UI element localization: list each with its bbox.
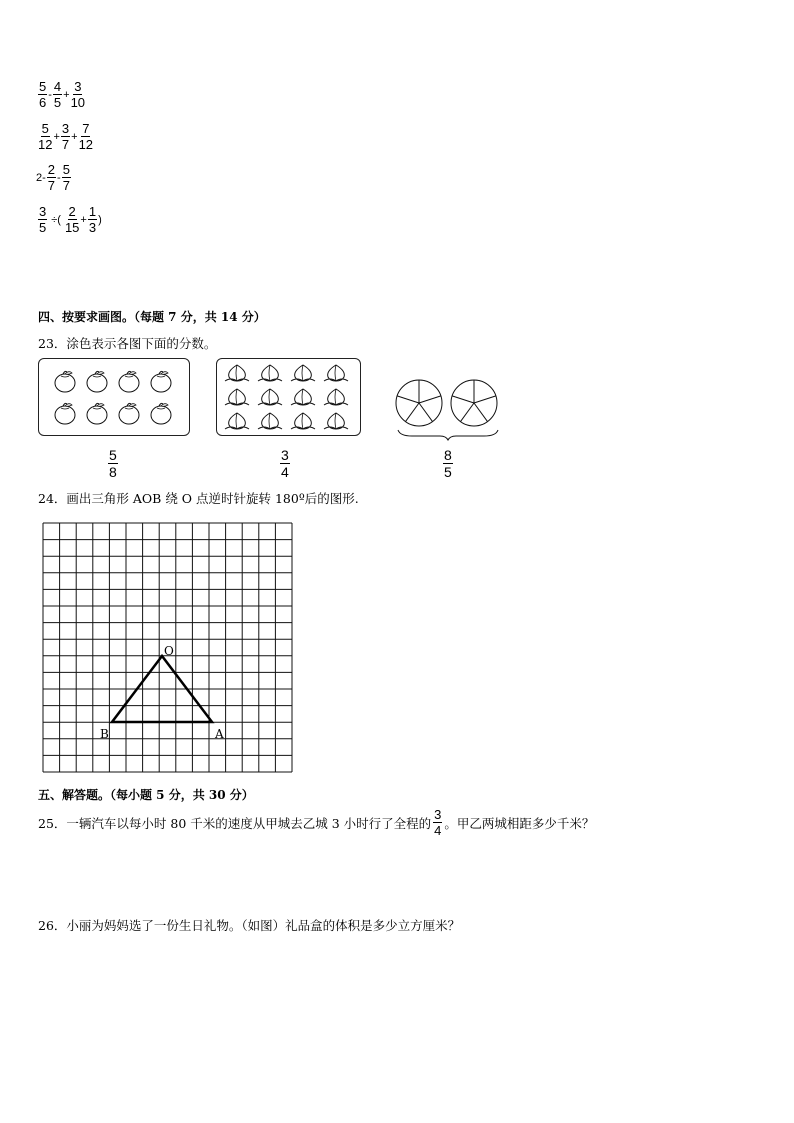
- fraction: $\frac{5}{12}$: [38, 121, 53, 152]
- fraction: $\frac{5}{6}$: [39, 79, 47, 110]
- apple-icons: [39, 359, 189, 435]
- fraction: $\frac{2}{15}$: [64, 204, 80, 235]
- q25-fraction: $\frac{3}{4}$: [434, 807, 442, 838]
- circle-right: [451, 380, 497, 426]
- fraction: $\frac{2}{7}$: [47, 162, 56, 193]
- q23-text: 23．涂色表示各图下面的分数。: [38, 336, 217, 351]
- q24-text: 24．画出三角形 AOB 绕 O 点逆时针旋转 180º后的图形.: [38, 491, 359, 506]
- fraction: $\frac{4}{5}$: [53, 79, 62, 110]
- q26-text: 26．小丽为妈妈选了一份生日礼物。（如图）礼品盒的体积是多少立方厘米？: [38, 918, 461, 933]
- fraction: $\frac{3}{7}$: [61, 121, 70, 152]
- fraction: $\frac{7}{12}$: [78, 121, 94, 152]
- grid-figure: [40, 520, 300, 776]
- section-4-title: 四、按要求画图。（每题 7 分，共 14 分）: [38, 310, 266, 324]
- expr-4: $\frac{3}{5}$ ÷( $\frac{2}{15}$ + $\frac{1}{3}$ ): [39, 204, 102, 235]
- expr-3: 2- $\frac{2}{7}$ - $\frac{5}{7}$: [36, 162, 70, 193]
- peach-icons: [217, 359, 360, 435]
- fraction-circles: $\frac{8}{5}$: [444, 447, 452, 480]
- expr-2: $\frac{5}{12}$ + $\frac{3}{7}$ + $\frac{7}{12}$: [38, 121, 94, 152]
- pie-circles: [392, 374, 502, 444]
- fraction: $\frac{3}{5}$: [39, 204, 47, 235]
- q25-text-after: 。甲乙两城相距多少千米？: [444, 815, 595, 831]
- fraction-apples: $\frac{5}{8}$: [109, 447, 117, 480]
- circle-left: [396, 380, 442, 426]
- q25-text-before: 25．一辆汽车以每小时 80 千米的速度从甲城去乙城 3 小时行了全程的: [38, 815, 432, 831]
- expr-1: $\frac{5}{6}$ - $\frac{4}{5}$ + $\frac{3}{10}$: [39, 79, 86, 110]
- section-5-title: 五、解答题。（每小题 5 分，共 30 分）: [38, 788, 254, 802]
- label-b: B: [100, 727, 109, 741]
- label-o: O: [164, 644, 174, 658]
- fraction: $\frac{3}{10}$: [70, 79, 86, 110]
- apple-box: [38, 358, 190, 436]
- fraction: $\frac{5}{7}$: [62, 162, 70, 193]
- fraction: $\frac{1}{3}$: [88, 204, 97, 235]
- q25: [38, 808, 594, 837]
- peach-box: [216, 358, 361, 436]
- brace: [398, 430, 498, 440]
- fraction-peaches: $\frac{3}{4}$: [281, 447, 289, 480]
- label-a: A: [215, 727, 224, 741]
